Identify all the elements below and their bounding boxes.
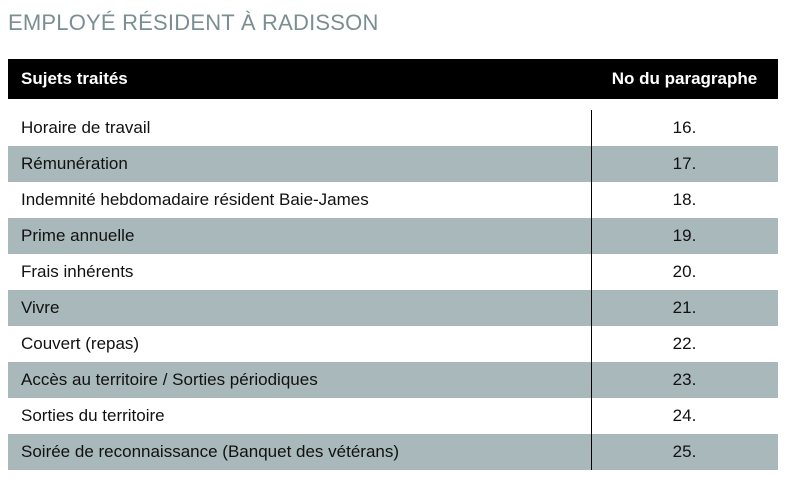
row-subject: Indemnité hebdomadaire résident Baie-James <box>21 190 369 209</box>
row-paragraph: 17. <box>672 154 697 173</box>
row-subject: Soirée de reconnaissance (Banquet des vétérans) <box>21 442 400 461</box>
row-paragraph: 24. <box>672 406 697 425</box>
table-row <box>8 362 778 398</box>
table-row <box>8 218 778 254</box>
table-row <box>8 182 778 218</box>
row-subject: Horaire de travail <box>21 118 151 137</box>
page-title: EMPLOYÉ RÉSIDENT À RADISSON <box>8 10 379 35</box>
row-paragraph: 22. <box>672 334 697 353</box>
header-paragraph-number: No du paragraphe <box>611 69 758 88</box>
table-row <box>8 398 778 434</box>
row-paragraph: 18. <box>672 190 697 209</box>
row-subject: Frais inhérents <box>21 262 134 281</box>
table-row <box>8 326 778 362</box>
table-header <box>8 59 778 99</box>
row-paragraph: 21. <box>672 298 697 317</box>
row-subject: Accès au territoire / Sorties périodiques <box>21 370 318 389</box>
row-paragraph: 19. <box>672 226 697 245</box>
table-row <box>8 290 778 326</box>
row-subject: Vivre <box>21 298 60 317</box>
row-subject: Prime annuelle <box>21 226 135 245</box>
row-subject: Couvert (repas) <box>21 334 140 353</box>
row-subject: Rémunération <box>21 154 128 173</box>
row-paragraph: 20. <box>672 262 697 281</box>
table-row <box>8 254 778 290</box>
table-body <box>8 110 778 470</box>
row-subject: Sorties du territoire <box>21 406 165 425</box>
table-row <box>8 434 778 470</box>
topics-table <box>8 59 778 470</box>
column-divider <box>591 110 592 470</box>
row-paragraph: 16. <box>672 118 697 137</box>
table-row <box>8 110 778 146</box>
header-subjects: Sujets traités <box>21 69 128 88</box>
table-row <box>8 146 778 182</box>
row-paragraph: 23. <box>672 370 697 389</box>
row-paragraph: 25. <box>672 442 697 461</box>
